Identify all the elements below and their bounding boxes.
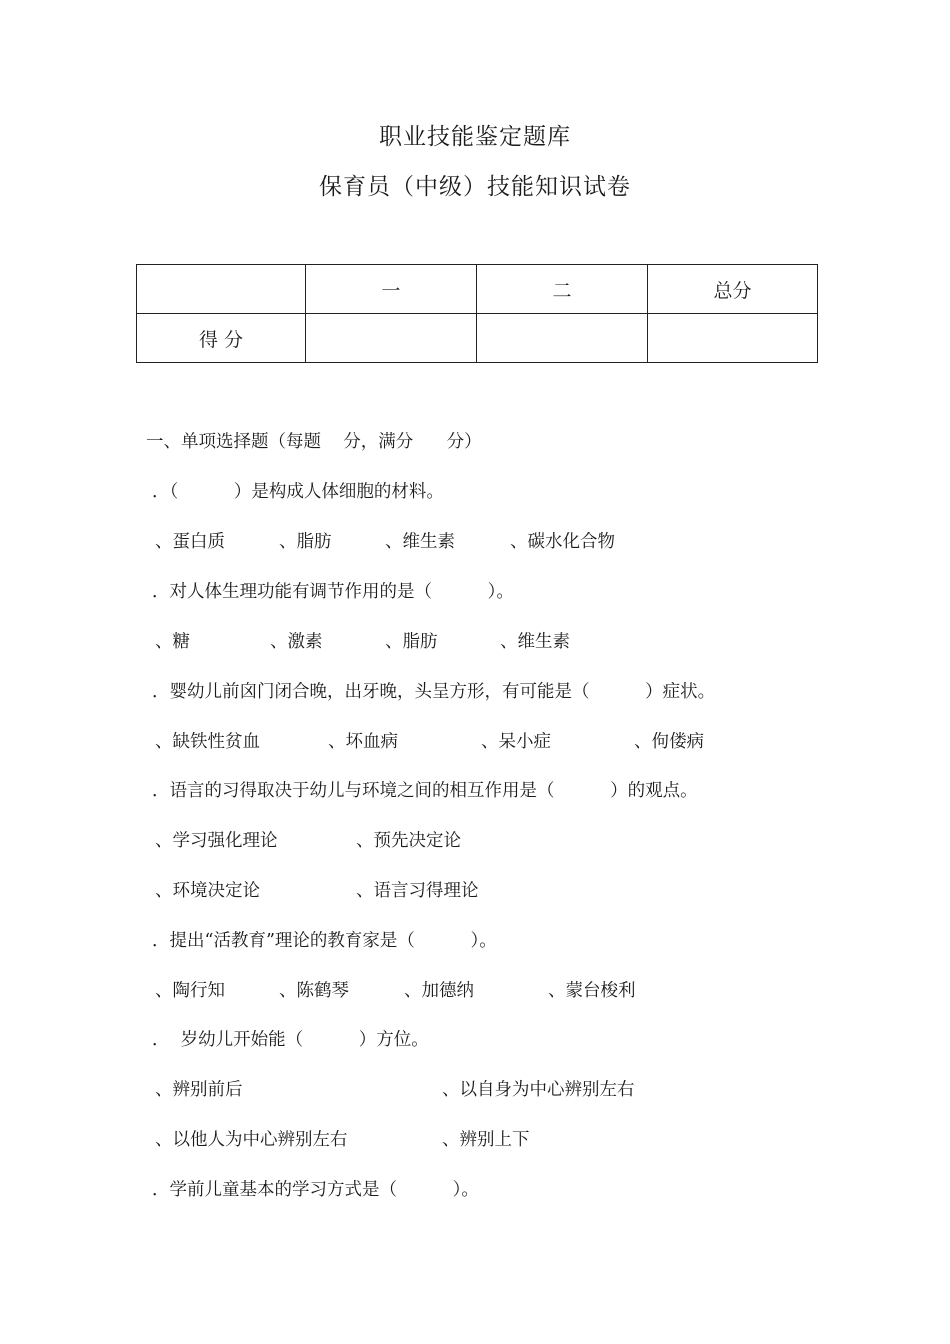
option: 、预先决定论	[356, 831, 461, 851]
option: 、缺铁性贫血	[155, 732, 260, 752]
bank-title: 职业技能鉴定题库	[379, 124, 571, 150]
score-table	[136, 264, 818, 363]
option: 、学习强化理论	[155, 831, 278, 851]
option: 、坏血病	[328, 732, 398, 752]
score-header-cell: 总分	[648, 265, 818, 314]
option: 、蛋白质	[155, 532, 225, 552]
option: 、佝偻病	[634, 732, 704, 752]
option: 、语言习得理论	[356, 881, 479, 901]
question-4: ．语言的习得取决于幼儿与环境之间的相互作用是（ ）的观点。	[152, 781, 698, 801]
option: 、维生素	[500, 632, 570, 652]
option: 、陈鹤琴	[279, 981, 349, 1001]
option: 、呆小症	[481, 732, 551, 752]
exam-title: 保育员（中级）技能知识试卷	[319, 174, 631, 200]
option: 、碳水化合物	[510, 532, 615, 552]
option: 、蒙台梭利	[548, 981, 636, 1001]
option: 、辨别前后	[155, 1080, 243, 1100]
option: 、激素	[270, 632, 323, 652]
score-table-header-row	[137, 265, 818, 314]
option: 、环境决定论	[155, 881, 260, 901]
section-title: 一、单项选择题（每题 分，满分 分）	[146, 432, 482, 452]
option: 、以他人为中心辨别左右	[155, 1130, 348, 1150]
score-row-label: 得 分	[137, 314, 306, 363]
option: 、糖	[155, 632, 190, 652]
score-header-cell: 一	[306, 265, 477, 314]
score-cell[interactable]	[648, 314, 818, 363]
question-6: ． 岁幼儿开始能（ ）方位。	[152, 1030, 429, 1050]
option: 、以自身为中心辨别左右	[442, 1080, 635, 1100]
option: 、脂肪	[385, 632, 438, 652]
option: 、脂肪	[279, 532, 332, 552]
score-cell[interactable]	[477, 314, 648, 363]
option: 、辨别上下	[442, 1130, 530, 1150]
score-header-cell	[137, 265, 306, 314]
score-cell[interactable]	[306, 314, 477, 363]
question-3: ．婴幼儿前囟门闭合晚，出牙晚，头呈方形，有可能是（ ）症状。	[152, 682, 716, 702]
score-table-row	[137, 314, 818, 363]
question-1: ．（ ）是构成人体细胞的材料。	[152, 482, 444, 502]
option: 、加德纳	[404, 981, 474, 1001]
question-7: ．学前儿童基本的学习方式是（ ）。	[152, 1180, 479, 1200]
option: 、维生素	[385, 532, 455, 552]
question-2: ．对人体生理功能有调节作用的是（ ）。	[152, 582, 514, 602]
option: 、陶行知	[155, 981, 225, 1001]
question-5: ．提出“活教育”理论的教育家是（ ）。	[152, 931, 497, 951]
score-header-cell: 二	[477, 265, 648, 314]
